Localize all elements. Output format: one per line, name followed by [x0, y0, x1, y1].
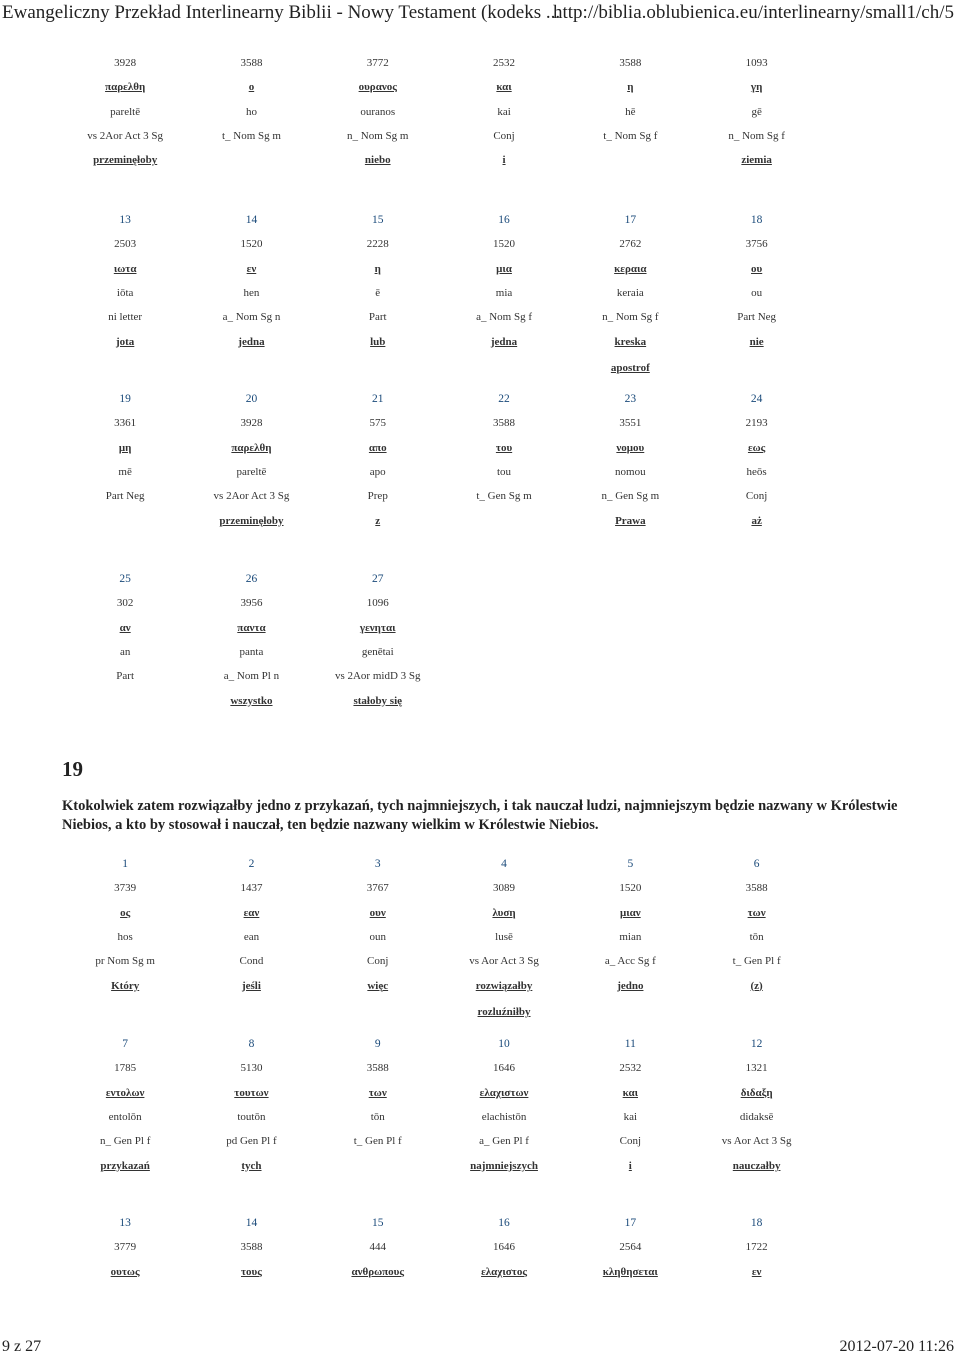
- greek-word[interactable]: αν: [119, 621, 131, 634]
- greek-word[interactable]: εαν: [243, 906, 260, 919]
- strongs-number-row: [62, 1056, 942, 1080]
- transliteration: keraia: [616, 287, 644, 300]
- greek-word[interactable]: των: [747, 906, 766, 919]
- morphology-row: [62, 949, 942, 973]
- strongs-number: 2762: [619, 238, 642, 251]
- transliteration: hos: [117, 931, 133, 944]
- strongs-number: 3756: [745, 238, 768, 251]
- word-index-row: [62, 387, 942, 411]
- transliteration: genētai: [361, 646, 394, 659]
- word-index: 14: [245, 214, 258, 227]
- morphology: a_ Acc Sg f: [604, 955, 656, 968]
- page-counter: 9 z 27: [2, 1338, 42, 1355]
- print-datetime: 2012-07-20 11:26: [839, 1338, 954, 1355]
- word-index: 19: [119, 393, 131, 406]
- strongs-number: 3588: [366, 1062, 389, 1075]
- polish-translation[interactable]: jedna: [238, 335, 265, 348]
- greek-word[interactable]: νομου: [616, 441, 645, 454]
- greek-word-row: [62, 75, 942, 99]
- strongs-number: 1646: [493, 1241, 516, 1254]
- transliteration-row: [62, 281, 942, 305]
- morphology: Conj: [493, 130, 515, 143]
- greek-word[interactable]: ελαχιστων: [479, 1086, 529, 1099]
- transliteration: mē: [118, 466, 132, 479]
- strongs-number: 2532: [493, 57, 516, 70]
- browser-print-header: [0, 0, 960, 30]
- polish-translation[interactable]: jeśli: [241, 979, 261, 992]
- polish-translation-row: [62, 508, 942, 532]
- greek-word[interactable]: ανθρωπους: [351, 1265, 405, 1278]
- morphology: vs Aor Act 3 Sg: [721, 1135, 792, 1148]
- polish-translation[interactable]: (z): [750, 979, 763, 992]
- strongs-number: 3767: [366, 882, 389, 895]
- greek-word[interactable]: η: [374, 262, 381, 275]
- morphology: Conj: [619, 1135, 642, 1148]
- greek-word[interactable]: μιαν: [619, 906, 641, 919]
- morphology: vs 2Aor Act 3 Sg: [213, 490, 290, 503]
- morphology: n_ Nom Sg f: [728, 130, 785, 143]
- strongs-number: 5130: [240, 1062, 263, 1075]
- strongs-number: 3551: [619, 417, 642, 430]
- transliteration: elachistōn: [481, 1111, 527, 1124]
- strongs-number: 2564: [619, 1241, 642, 1254]
- polish-translation[interactable]: i: [502, 154, 506, 167]
- morphology: n_ Gen Pl f: [99, 1135, 151, 1148]
- word-index: 18: [750, 1217, 763, 1230]
- transliteration-row: [62, 640, 942, 664]
- greek-word[interactable]: μια: [496, 262, 512, 275]
- word-index-row: [62, 1032, 942, 1056]
- transliteration: tōn: [370, 1111, 385, 1124]
- strongs-number: 1093: [745, 57, 768, 70]
- greek-word[interactable]: παρελθη: [105, 81, 146, 94]
- interlinear-block: [62, 387, 942, 533]
- word-index: 26: [245, 573, 258, 586]
- greek-word-row: [62, 616, 942, 640]
- alternate-translation[interactable]: apostrof: [610, 361, 650, 374]
- polish-translation[interactable]: niebo: [364, 154, 391, 167]
- word-index: 12: [750, 1038, 763, 1051]
- word-index: 5: [627, 858, 634, 871]
- morphology: t_ Gen Sg m: [476, 490, 532, 503]
- polish-translation[interactable]: stałoby się: [353, 694, 403, 707]
- transliteration: tōn: [749, 931, 764, 944]
- transliteration: hē: [625, 105, 636, 118]
- strongs-number: 3588: [240, 57, 263, 70]
- word-index: 25: [119, 573, 131, 586]
- polish-translation[interactable]: przeminęłoby: [93, 154, 158, 167]
- polish-translation[interactable]: przeminęłoby: [219, 514, 284, 527]
- word-index: 9: [374, 1038, 381, 1051]
- page-url: http://biblia.oblubienica.eu/interlinearny/small1/ch/5: [552, 2, 954, 23]
- morphology: n_ Gen Sg m: [601, 490, 660, 503]
- greek-word[interactable]: τουτων: [234, 1086, 269, 1099]
- polish-translation-row: [62, 329, 942, 353]
- greek-word[interactable]: ιωτα: [113, 262, 137, 275]
- strongs-number: 3956: [240, 597, 263, 610]
- transliteration: pareltē: [110, 105, 141, 118]
- morphology: ni letter: [108, 311, 143, 324]
- strongs-number-row: [62, 232, 942, 256]
- greek-word[interactable]: μη: [118, 441, 132, 454]
- polish-translation-row: [62, 148, 942, 172]
- word-index: 8: [248, 1038, 255, 1051]
- morphology: vs 2Aor midD 3 Sg: [334, 670, 421, 683]
- polish-translation[interactable]: jedna: [490, 335, 518, 348]
- strongs-number: 3588: [493, 417, 516, 430]
- word-index: 1: [122, 858, 129, 871]
- transliteration: panta: [239, 646, 264, 659]
- greek-word[interactable]: ουτως: [110, 1265, 140, 1278]
- greek-word[interactable]: κληθησεται: [602, 1265, 658, 1278]
- greek-word[interactable]: ελαχιστος: [481, 1265, 527, 1278]
- transliteration: apo: [369, 466, 386, 479]
- morphology: Conj: [745, 490, 768, 503]
- interlinear-block: [62, 1211, 942, 1284]
- word-index: 6: [753, 858, 760, 871]
- greek-word-row: [62, 1081, 942, 1105]
- word-index: 24: [750, 393, 763, 406]
- morphology: Part Neg: [737, 311, 777, 324]
- greek-word[interactable]: και: [496, 81, 512, 94]
- morphology-row: [62, 664, 942, 688]
- morphology-row: [62, 305, 942, 329]
- polish-translation[interactable]: najmniejszych: [470, 1159, 538, 1172]
- strongs-number-row: [62, 1235, 942, 1259]
- transliteration: kai: [497, 105, 511, 118]
- strongs-number: 3928: [114, 57, 137, 70]
- greek-word[interactable]: εν: [751, 1265, 762, 1278]
- strongs-number: 3361: [114, 417, 137, 430]
- strongs-number: 3928: [240, 417, 263, 430]
- transliteration: kai: [623, 1111, 638, 1124]
- greek-word[interactable]: εντολων: [105, 1086, 145, 1099]
- transliteration: mian: [619, 931, 642, 944]
- word-index: 22: [498, 393, 510, 406]
- strongs-number: 3739: [114, 882, 137, 895]
- transliteration: ouranos: [360, 105, 396, 118]
- word-index: 7: [122, 1038, 129, 1051]
- word-index: 17: [624, 214, 637, 227]
- morphology: Prep: [367, 490, 388, 503]
- greek-word[interactable]: του: [495, 441, 513, 454]
- greek-word[interactable]: ο: [248, 81, 255, 94]
- word-index: 14: [245, 1217, 258, 1230]
- polish-translation-row: [62, 688, 942, 712]
- transliteration: iōta: [116, 287, 134, 300]
- morphology-row: [62, 1129, 942, 1153]
- strongs-number: 575: [369, 417, 386, 430]
- polish-translation[interactable]: Prawa: [615, 514, 646, 527]
- greek-word-row: [62, 436, 942, 460]
- interlinear-block: [62, 567, 942, 713]
- transliteration: toutōn: [237, 1111, 266, 1124]
- word-index-row: [62, 852, 942, 876]
- strongs-number: 3089: [493, 882, 516, 895]
- polish-translation[interactable]: jota: [115, 335, 135, 348]
- greek-word[interactable]: κεραια: [614, 262, 647, 275]
- transliteration: gē: [751, 105, 762, 118]
- polish-translation-row: [62, 1153, 942, 1177]
- morphology: a_ Nom Pl n: [223, 670, 280, 683]
- transliteration: tou: [497, 466, 512, 479]
- polish-translation[interactable]: więc: [367, 979, 389, 992]
- polish-translation[interactable]: lub: [370, 335, 386, 348]
- greek-word-row: [62, 901, 942, 925]
- morphology: n_ Nom Sg m: [347, 130, 409, 143]
- greek-word[interactable]: των: [368, 1086, 387, 1099]
- transliteration: ou: [751, 287, 763, 300]
- transliteration: pareltē: [236, 466, 267, 479]
- morphology: Conj: [367, 955, 389, 968]
- polish-translation[interactable]: jedno: [617, 979, 644, 992]
- transliteration-row: [62, 925, 942, 949]
- word-index: 27: [371, 573, 384, 586]
- word-index: 16: [498, 214, 510, 227]
- interlinear-block: [62, 852, 942, 1018]
- greek-word[interactable]: τους: [240, 1265, 262, 1278]
- word-index: 21: [371, 393, 384, 406]
- greek-word[interactable]: λυση: [492, 906, 516, 919]
- transliteration: mia: [495, 287, 513, 300]
- greek-word[interactable]: εως: [747, 441, 766, 454]
- strongs-number: 2193: [745, 417, 768, 430]
- word-index: 13: [119, 214, 131, 227]
- strongs-number: 3779: [114, 1241, 137, 1254]
- verse-text: Ktokolwiek zatem rozwiązałby jedno z przykazań, tych najmniejszych, i tak nauczał ludzi, najmniejszym będzie nazwany w Królestwie Niebios, a kto by stosował i nauczał, ten będzie nazwany wielkim w Królestwie Niebios.: [62, 798, 898, 833]
- word-index-row: [62, 208, 942, 232]
- polish-translation[interactable]: nauczałby: [732, 1159, 781, 1172]
- greek-word[interactable]: απο: [368, 441, 387, 454]
- morphology: pd Gen Pl f: [226, 1135, 277, 1148]
- word-index-row: [62, 1211, 942, 1235]
- polish-translation[interactable]: ziemia: [741, 154, 772, 167]
- greek-word[interactable]: παρελθη: [231, 441, 272, 454]
- greek-word[interactable]: και: [622, 1086, 638, 1099]
- morphology: n_ Nom Sg f: [602, 311, 659, 324]
- word-index: 23: [624, 393, 637, 406]
- alternate-translation[interactable]: rozluźniłby: [477, 1005, 531, 1018]
- transliteration: ē: [375, 287, 381, 300]
- greek-word-row: [62, 257, 942, 281]
- strongs-number-row: [62, 411, 942, 435]
- greek-word[interactable]: εν: [246, 262, 257, 275]
- polish-translation[interactable]: rozwiązałby: [475, 979, 533, 992]
- greek-word-row: [62, 1260, 942, 1284]
- strongs-number: 302: [116, 597, 134, 610]
- strongs-number: 1520: [619, 882, 642, 895]
- morphology: pr Nom Sg m: [95, 955, 155, 968]
- transliteration: didaksē: [739, 1111, 774, 1124]
- transliteration: hen: [243, 287, 260, 300]
- strongs-number: 1520: [493, 238, 516, 251]
- morphology: Part Neg: [105, 490, 145, 503]
- strongs-number-row: [62, 51, 942, 75]
- strongs-number: 3588: [240, 1241, 263, 1254]
- word-index: 4: [501, 858, 507, 871]
- word-index: 2: [248, 858, 255, 871]
- strongs-number: 3588: [619, 57, 642, 70]
- morphology: Cond: [239, 955, 264, 968]
- strongs-number: 2228: [366, 238, 389, 251]
- polish-translation[interactable]: z: [375, 514, 381, 527]
- greek-word[interactable]: γη: [750, 81, 763, 94]
- transliteration-row: [62, 460, 942, 484]
- transliteration: an: [119, 646, 131, 659]
- morphology: a_ Nom Sg f: [476, 311, 532, 324]
- polish-translation[interactable]: przykazań: [100, 1159, 150, 1172]
- greek-word[interactable]: γενηται: [359, 621, 396, 634]
- strongs-number-row: [62, 591, 942, 615]
- strongs-number: 2503: [114, 238, 137, 251]
- verse-number: 19: [62, 757, 83, 781]
- morphology: a_ Nom Sg n: [222, 311, 281, 324]
- transliteration: nomou: [615, 466, 646, 479]
- polish-translation[interactable]: tych: [241, 1159, 262, 1172]
- morphology-row: [62, 124, 942, 148]
- polish-translation[interactable]: aż: [751, 514, 762, 527]
- word-index: 10: [498, 1038, 510, 1051]
- strongs-number: 444: [369, 1241, 386, 1254]
- morphology: t_ Nom Sg f: [603, 130, 658, 143]
- greek-word[interactable]: ος: [120, 906, 131, 919]
- interlinear-block: [62, 51, 942, 172]
- transliteration: entolōn: [108, 1111, 142, 1124]
- strongs-number: 3772: [366, 57, 389, 70]
- strongs-number: 1722: [745, 1241, 768, 1254]
- morphology: vs 2Aor Act 3 Sg: [87, 130, 164, 143]
- interlinear-block: [62, 208, 942, 374]
- polish-translation[interactable]: i: [628, 1159, 632, 1172]
- page-title: Ewangeliczny Przekład Interlinearny Biblii - Nowy Testament (kodeks ...: [2, 2, 561, 23]
- transliteration: ho: [245, 105, 257, 118]
- greek-word[interactable]: ου: [751, 262, 763, 275]
- morphology: t_ Gen Pl f: [732, 955, 781, 968]
- word-index: 15: [371, 214, 384, 227]
- transliteration: ean: [243, 931, 260, 944]
- transliteration-row: [62, 1105, 942, 1129]
- polish-translation[interactable]: kreska: [614, 335, 647, 348]
- word-index: 17: [624, 1217, 637, 1230]
- greek-word[interactable]: ουν: [369, 906, 386, 919]
- morphology-row: [62, 484, 942, 508]
- word-index: 20: [245, 393, 258, 406]
- strongs-number: 1520: [240, 238, 263, 251]
- strongs-number: 2532: [619, 1062, 642, 1075]
- word-index: 16: [498, 1217, 510, 1230]
- morphology: Part: [116, 670, 135, 683]
- strongs-number: 1646: [493, 1062, 516, 1075]
- polish-translation-row: [62, 973, 942, 997]
- word-index: 13: [119, 1217, 131, 1230]
- greek-word[interactable]: παντα: [237, 621, 266, 634]
- morphology: t_ Gen Pl f: [353, 1135, 402, 1148]
- word-index-row: [62, 567, 942, 591]
- polish-translation[interactable]: Który: [111, 979, 140, 992]
- polish-translation[interactable]: nie: [749, 335, 764, 348]
- greek-word[interactable]: ουρανος: [358, 81, 397, 94]
- word-index: 15: [371, 1217, 384, 1230]
- morphology: Part: [368, 311, 387, 324]
- strongs-number: 1096: [366, 597, 389, 610]
- word-index: 11: [624, 1038, 636, 1051]
- word-index: 18: [750, 214, 763, 227]
- word-index: 3: [374, 858, 381, 871]
- greek-word[interactable]: η: [627, 81, 634, 94]
- transliteration-row: [62, 100, 942, 124]
- strongs-number: 1437: [240, 882, 263, 895]
- interlinear-block: [62, 1032, 942, 1178]
- strongs-number: 3588: [745, 882, 768, 895]
- transliteration: lusē: [495, 931, 513, 944]
- transliteration: oun: [369, 931, 386, 944]
- morphology: vs Aor Act 3 Sg: [469, 955, 539, 968]
- strongs-number-row: [62, 876, 942, 900]
- greek-word[interactable]: διδαξη: [740, 1086, 773, 1099]
- morphology: t_ Nom Sg m: [221, 130, 281, 143]
- transliteration: heōs: [746, 466, 767, 479]
- strongs-number: 1321: [745, 1062, 768, 1075]
- strongs-number: 1785: [114, 1062, 137, 1075]
- morphology: a_ Gen Pl f: [479, 1135, 529, 1148]
- polish-translation[interactable]: wszystko: [230, 694, 273, 707]
